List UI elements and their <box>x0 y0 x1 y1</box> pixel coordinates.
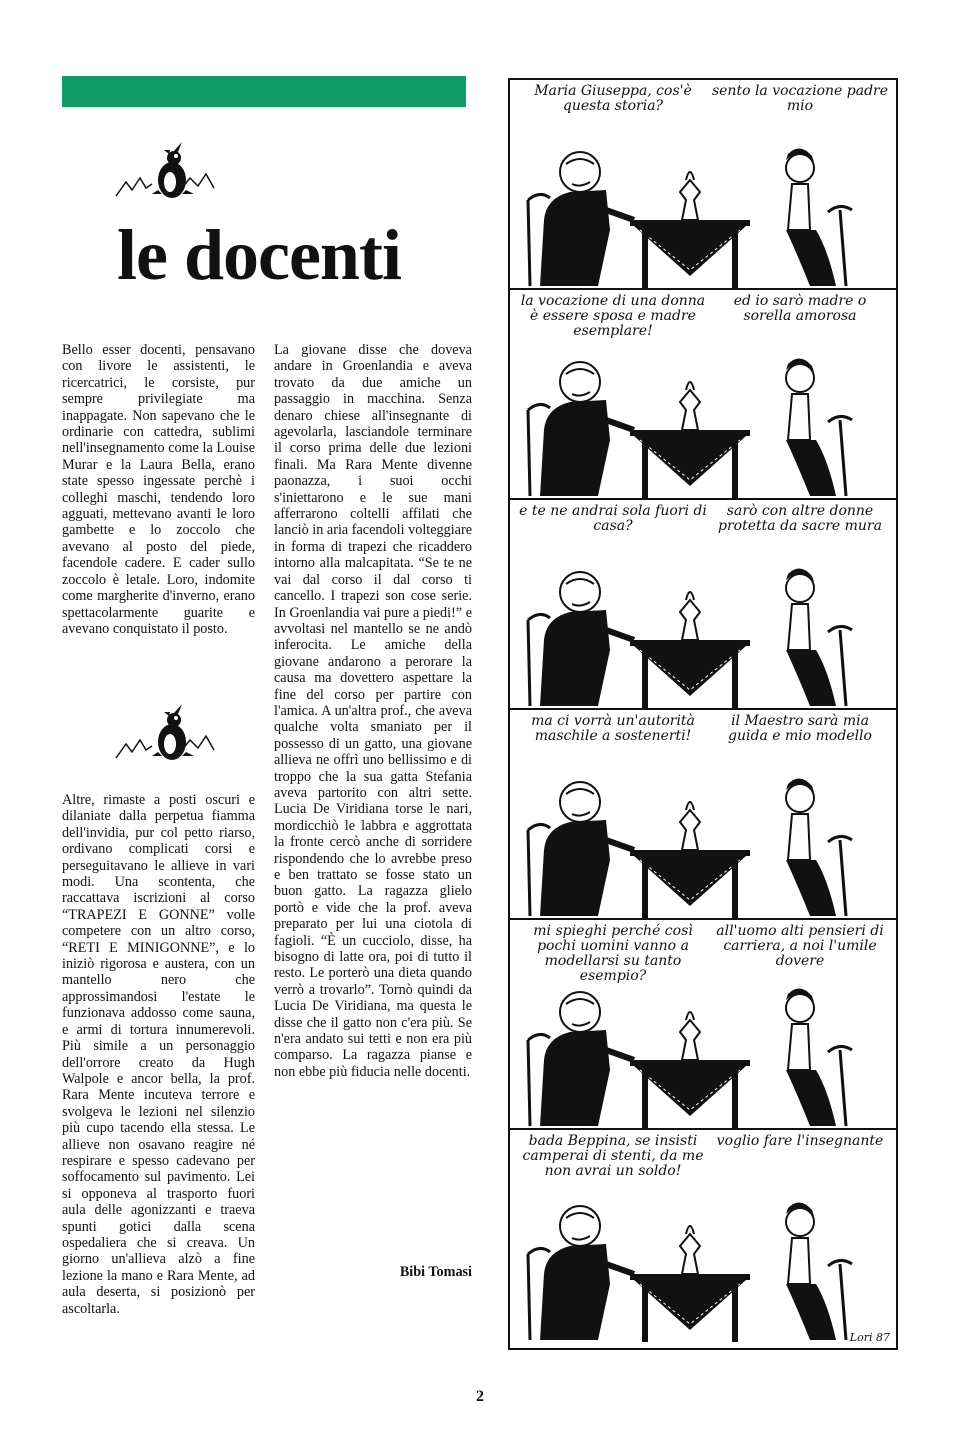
comic-panel-4-left-text: ma ci vorrà un'autorità maschile a sostenerti! <box>531 713 695 744</box>
comic-strip <box>508 78 898 1350</box>
comic-panel-4-right-text: il Maestro sarà mia guida e mio modello <box>728 713 872 744</box>
comic-panel-2 <box>510 290 896 500</box>
comic-panel-1-left-text: Maria Giuseppa, cos'è questa storia? <box>534 83 692 114</box>
mascot-illustration-middle <box>112 700 222 769</box>
article-column-1b <box>62 792 255 1317</box>
comic-panel-3-left-text: e te ne andrai sola fuori di casa? <box>519 503 707 534</box>
comic-panel-5-right-text: all'uomo alti pensieri di carriera, a noi l'umile dovere <box>716 923 884 969</box>
comic-panel-4 <box>510 710 896 920</box>
comic-panel-1 <box>510 80 896 290</box>
article-paragraph-2: Altre, rimaste a posti oscuri e dilaniate dalla perpetua fiamma dell'invidia, pur col petto riarso, ordivano complicati corsi e perseguitavano le allieve in vari modi. Una scontenta, che raccattava iscrizioni al corso “TRAPEZI E GONNE” volle competere con un altro corso, “RETI E MINIGONNE”, e lo iniziò rigorosa e austera, con un mantello nero che approssimandosi l'estate le funzionava addosso come sauna, e armi di tortura innumerevoli. Più simile a un personaggio dell'orrore creato da Hugh Walpole e ancor bella, la prof. Rara Mente incuteva terrore e svolgeva le lezioni nel silenzio più cupo tacendo ella stessa. Le allieve non osavano reagire né respirare e spesso cadevano per soffocamento sul pavimento. Lei si opponeva al trasporto fuori aula delle agonizzanti e traeva spunti gotici dalla scena ospedaliera che si creava. Un giorno un'allieva alzò a fine lezione la mano e Rara Mente, ad aula deserta, si posizionò per ascoltarla. <box>62 792 255 1317</box>
mascot-illustration-top <box>112 138 222 207</box>
page-number: 2 <box>476 1388 484 1405</box>
comic-panel-3-right-text: sarò con altre donne protetta da sacre mura <box>718 503 882 534</box>
comic-panel-6 <box>510 1130 896 1348</box>
comic-panel-6-right-text: voglio fare l'insegnante <box>716 1133 884 1149</box>
green-header-bar <box>62 76 466 107</box>
comic-panel-3 <box>510 500 896 710</box>
comic-panel-5-left-text: mi spieghi perché così pochi uomini vanno a modellarsi su tanto esempio? <box>533 923 693 984</box>
artist-signature: Lori 87 <box>849 1331 890 1344</box>
comic-panel-2-right-text: ed io sarò madre o sorella amorosa <box>733 293 867 324</box>
comic-panel-2-left-text: la vocazione di una donna è essere sposa e madre esemplare! <box>520 293 706 339</box>
article-title: le docenti <box>117 215 401 295</box>
article-paragraph-3: La giovane disse che doveva andare in Groenlandia e aveva trovato da due amiche un passaggio in macchina. Senza denaro chiese all'insegnante di agevolarla, lasciandole terminare il corso prima delle due lezioni finali. Ma Rara Mente divenne paonazza, i suoi occhi s'iniettarono e le sue mani afferrarono coltelli affilati che lanciò in aria facendoli volteggiare in forma di trapezi che ricaddero intorno alla malcapitata. “Se te ne vai dal corso il dal corso ti cancello. I trapezi son cose serie. In Groenlandia vai pure a piedi!” e avvoltasi nel mantello se ne andò inferocita. Le amiche della giovane andarono a perorare la causa ma dovettero aspettare la fine del corso per partire con l'amica. A un'altra prof., che aveva qualche volta smaniato per il possesso di un gatto, una giovane allieva ne offrì uno bellissimo e di troppo che la sua gatta Stefania aveva partorito con altri sette. Lucia De Viridiana torse le nari, mordicchiò le labbra e aggrottata la fronte cercò anche di sorridere rispondendo che lo avrebbe preso e ben trattato se fosse stato un buon gatto. La ragazza glielo portò e vide che la prof. aveva preparato per lui una ciotola di fagioli. “È un cucciolo, disse, ha bisogno di latte ora, poi di tutto il resto. Le porterò una dieta quando verrò a trovarlo”. Tornò quindi da Lucia De Viridiana, ma questa le disse che il gatto non c'era più. Se n'era andato sui tetti e non era più comparso. La ragazza pianse e non ebbe più fiducia nelle docenti. <box>274 342 472 1080</box>
article-author: Bibi Tomasi <box>399 1264 472 1280</box>
comic-panel-5 <box>510 920 896 1130</box>
comic-panel-6-left-text: bada Beppina, se insisti camperai di stenti, da me non avrai un soldo! <box>522 1133 704 1179</box>
article-column-2 <box>274 342 472 1080</box>
comic-panel-1-right-text: sento la vocazione padre mio <box>711 83 889 114</box>
article-column-1a <box>62 342 255 637</box>
article-paragraph-1: Bello esser docenti, pensavano con livore le assistenti, le ricercatrici, le corsiste, pur sempre privilegiate ma inappagate. Non sapevano che le ordinarie con cattedra, sublimi nell'insegnamento come la Louise Murar e la Laura Bella, erano state spesso ingessate perchè i colleghi maschi, tendendo loro agguati, mettevano avanti le loro gambette e lo zoccolo che avevano al posto del piede, facendole cadere. E cader sullo zoccolo è letale. Loro, indomite come margherite d'inverno, erano spettacolarmente guarite e avevano conquistato il posto. <box>62 342 255 637</box>
